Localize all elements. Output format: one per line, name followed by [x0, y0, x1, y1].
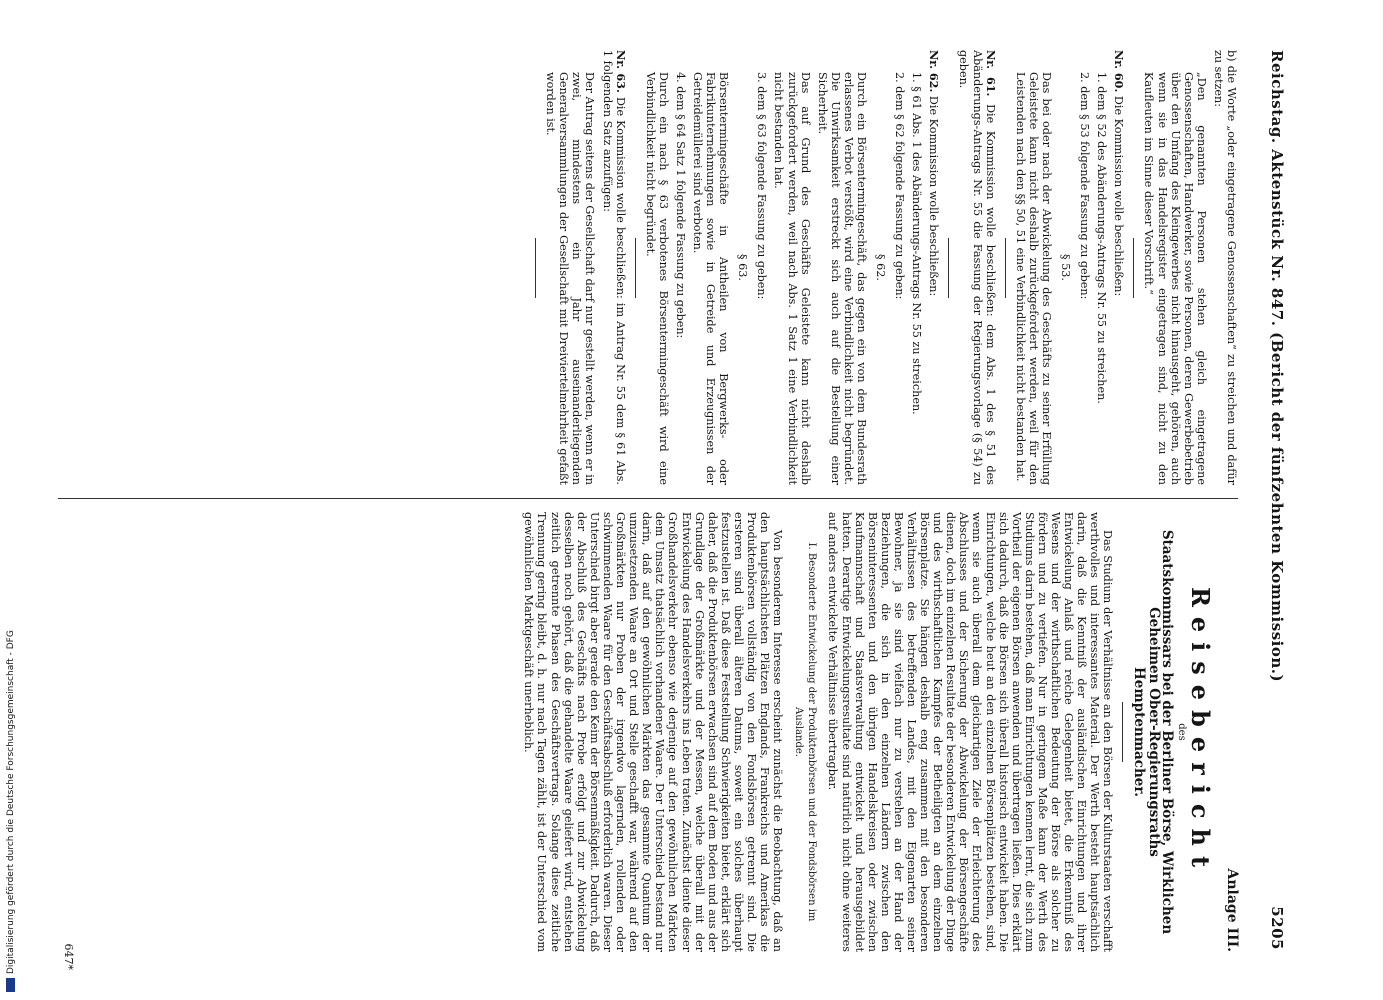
section-63-text: Börsentermingeschäfte in Antheilen von Bergwerks- oder Fabrikunternehmungen sowie in Getreide und Erzeugnissen der Getreidemüllerei sind verboten. [691, 72, 731, 485]
column-divider [58, 498, 1238, 499]
motion-number-63: Nr. 63. [613, 50, 628, 93]
report-author-line: Staatskommissars bei der Berliner Börse, Wirklichen Geheimen Ober-Regierungsraths [1145, 529, 1175, 935]
section-62-text-2: Das auf Grund des Geschäfts Geleistete kann nicht deshalb zurückgefordert werden, weil nach Abs. 1 Satz 1 eine Verbindlichkeit nicht bestanden hat. [772, 72, 812, 485]
motion-60-item-1: 1. dem § 52 des Abänderungs-Antrags Nr. 55 zu streichen. [1095, 72, 1109, 404]
section-62-heading: § 62. [874, 254, 888, 281]
section-63-heading: § 63. [736, 254, 750, 281]
credit-text: Digitalisierung gefördert durch die Deutsche Forschungsgemeinschaft - DFG [6, 630, 16, 974]
rotated-page [30, 0, 1300, 1000]
title-connector: des [1175, 723, 1187, 741]
section-53-heading: § 53. [1059, 254, 1073, 281]
quote-text: „Den genannten Personen stehen gleich eingetragene Genossenschaften, Handwerker, sowie Personen, deren Gewerbebetrieb über den Umfang des Kleingewerbes nicht hinausgeht, gehören, auch wenn sie in das Handelsregister eingetragen sind, nicht zu den Kaufleuten im Sinne dieser Vorschrift.“ [1142, 72, 1208, 485]
report-author-name: Hemptenmacher. [1130, 667, 1147, 797]
section-53-text: Das bei oder nach der Abwickelung des Geschäfts zu seiner Erfüllung Geleistete kann nicht deshalb zurückgefordert werden, weil für den Leistenden nach den §§ 50, 51 eine Verbindlichkeit nicht bestanden hat. [1013, 72, 1053, 485]
motion-63-quote: Der Antrag seitens der Gesellschaft darf nur gestellt werden, wenn er in zwei, mindestens ein Jahr auseinanderliegenden Generalversammlungen der Gesellschaft mit Dreiviertelmehrheit gefaßt worden ist. [544, 72, 597, 485]
motion-62-item-2: 2. dem § 62 folgende Fassung zu geben: [893, 72, 907, 300]
divider [535, 238, 536, 298]
section-64-text: Durch ein nach § 63 verbotenes Börsentermingeschäft wird eine Verbindlichkeit nicht begründet. [643, 72, 670, 485]
motion-61-text: Die Kommission wolle beschließen: dem Abs. 1 des § 51 des Abänderungs-Antrags Nr. 55 die Fassung der Regierungsvorlage (§ 54) zu geben. [957, 50, 997, 485]
motion-number-62: Nr. 62. [927, 50, 942, 93]
divider [948, 238, 949, 298]
motion-63-text: Die Kommission wolle beschließen: im Antrag Nr. 55 dem § 61 Abs. 1 folgenden Satz anzufügen: [600, 50, 627, 485]
report-paragraph-1: Das Studium der Verhältnisse an den Börsen der Kulturstaaten verschafft werthvolles und interessantes Material. Der Werth besteht hauptsächlich darin, daß die Kenntniß der ausländischen Einrichtungen und ihrer Entwickelung Anlaß und reiche Gelegenheit bietet, die Erkenntniß des Wesens und der wirthschaftlichen Bedeutung der Börse als solcher zu fördern und zu vertiefen. Nur in geringem Maße kann der Werth des Studiums darin bestehen, daß man Einrichtungen kennen lernt, die sich zum Vortheil der eigenen Börsen anwenden und übertragen ließen. Dies erklärt sich dadurch, daß die Börsen sich überall historisch entwickelt haben. Die Einrichtungen, welche heut an den einzelnen Börsenplätzen bestehen, sind, wenn sie auch überall dem gleichartigen Ziele der Erleichterung des Abschlusses und der Sicherung der Abwickelung der Börsengeschäfte dienen, doch im einzelnen Resultate der besonderen Entwickelung der Dinge und des wirthschaftlichen Kampfes der Betheiligten an dem einzelnen Börsenplatze. Sie hängen deshalb eng zusammen mit den besonderen Verhältnissen des betreffenden Landes, mit den Eigenarten seiner Bewohner, ja sie sind vielfach nur zu verstehen an der Hand der Beziehungen, die sich in den einzelnen Ländern zwischen den Börseninteressenten und den übrigen Handelskreisen oder zwischen Kaufmannschaft und Staatsverwaltung entwickelt und herausgebildet hatten. Derartige Entwickelungsresultate sind natürlich nicht ohne weiteres auf anders entwickelte Verhältnisse übertragbar. [826, 512, 1115, 952]
report-paragraph-2: Von besonderem Interesse erscheint zunächst die Beobachtung, daß an den hauptsächlichsten Plätzen Englands, Frankreichs und Amerikas die Produktenbörsen vollständig von den Fondsbörsen getrennt sind. Die ersteren sind überall älteren Datums, soweit ein solches überhaupt festzustellen ist. Daß diese Feststellung Schwierigkeiten bietet, erklärt sich daher, daß die Produktenbörsen erwachsen sind auf dem Boden und aus der Grundlage der Großmärkte und der Messen, welche überall mit der Entwickelung des Handelsverkehrs ins Leben traten. Zunächst diente dieser Großhandelsverkehr ebenso wie derjenige auf den gewöhnlichen Märkten dem Umsatz thatsächlich vorhandener Waare. Der Unterschied bestand nur darin, daß auf den gewöhnlichen Märkten das gesammte Quantum der umzusetzenden Waare an Ort und Stelle geschafft war, während auf den Großmärkten nur Proben der irgendwo lagernden, rollenden oder schwimmenden Waare für den Geschäftsabschluß erforderlich waren. Dieser Unterschied birgt aber gerade den Keim der Börsenmäßigkeit. Dadurch, daß der Abschluß des Geschäfts nach Probe erfolgt und zur Abwickelung desselben noch gehört, daß die gehandelte Waare geliefert wird, entstehen zeitlich getrennte Phasen des Geschäftsvertrags. Solange diese zeitliche Trennung gering bleibt, d. h. nur nach Tagen zählt, ist der Unterschied vom gewöhnlichen Marktgeschäft unerheblich. [522, 512, 785, 952]
motion-62-text: Die Kommission wolle beschließen: [927, 95, 941, 297]
motion-62-item-1: 1. § 61 Abs. 1 des Abänderungs-Antrags Nr. 55 zu streichen. [910, 72, 924, 415]
digitization-credit [6, 0, 20, 992]
motion-number-61: Nr. 61. [983, 50, 998, 97]
motion-62-item-3: 3. dem § 63 folgende Fassung zu geben: [755, 72, 769, 300]
page-number: 5205 [1268, 906, 1286, 950]
divider [1005, 238, 1006, 298]
section-62-text-1: Durch ein Börsentermingeschäft, das gegen ein von dem Bundesrath erlassenes Verbot verstößt, wird eine Verbindlichkeit nicht begründet. Die Unwirksamkeit erstreckt sich auch auf die Bestellung einer Sicherheit. [815, 72, 869, 485]
running-header [1246, 50, 1286, 950]
motion-60-item-2: 2. dem § 53 folgende Fassung zu geben: [1078, 72, 1092, 300]
page-footer-number: 647* [62, 943, 75, 970]
divider [1133, 238, 1134, 298]
divider [635, 238, 636, 298]
left-column [58, 50, 1238, 485]
right-column [58, 512, 1238, 952]
report-title: Reisebericht [1185, 586, 1215, 878]
intro-text: b) die Worte „oder eingetragene Genossenschaften“ zu streichen und dafür zu setzen: [1211, 50, 1238, 485]
section-heading: I. Besonderte Entwickelung der Produktenbörsen und der Fondsbörsen im Auslande. [793, 542, 818, 922]
motion-62-item-4: 4. dem § 64 Satz 1 folgende Fassung zu geben: [673, 72, 687, 339]
motion-60-text: Die Kommission wolle beschließen: [1112, 95, 1126, 297]
motion-number-60: Nr. 60. [1112, 50, 1127, 93]
dfg-logo-icon [6, 978, 15, 992]
divider [1122, 702, 1123, 762]
annex-label: Anlage III. [1224, 868, 1240, 952]
header-left: Reichstag. Aktenstück Nr. 847. (Bericht der fünfzehnten Kommission.) [1268, 50, 1286, 683]
